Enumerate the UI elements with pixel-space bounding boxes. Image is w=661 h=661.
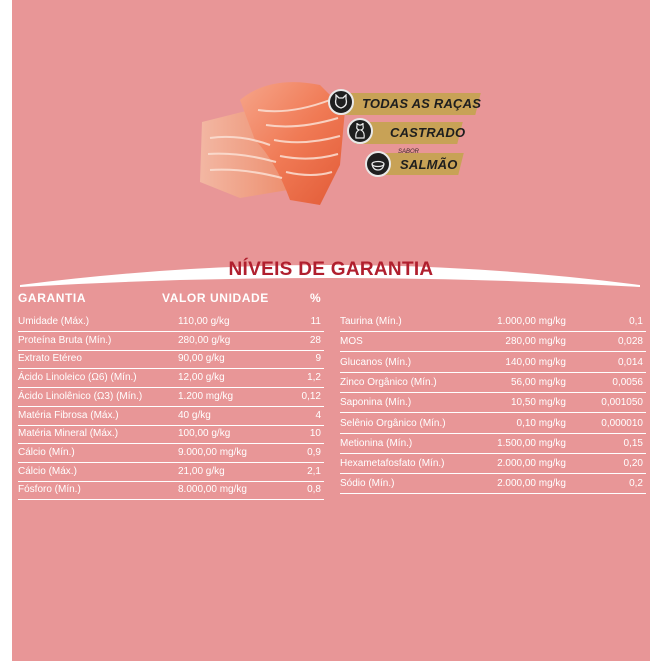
table-row: [340, 475, 646, 494]
nutrient-percent: 1,2: [307, 372, 321, 384]
table-row: [18, 332, 324, 351]
nutrient-value: 100,00 g/kg: [178, 428, 231, 440]
nutrient-name: Zinco Orgânico (Mín.): [340, 376, 437, 388]
nutrient-name: MOS: [340, 336, 363, 348]
table-row: [340, 455, 646, 474]
cat-sitting-icon: [347, 118, 373, 144]
nutrient-percent: 0,0056: [612, 376, 643, 388]
table-row: [340, 415, 646, 434]
nutrient-percent: 11: [310, 316, 321, 327]
nutrient-percent: 0,2: [629, 478, 643, 490]
badge-castrated-label: CASTRADO: [390, 125, 466, 140]
food-bowl-icon: [365, 151, 391, 177]
nutrient-percent: 0,1: [629, 316, 643, 327]
nutrient-name: Matéria Fibrosa (Máx.): [18, 409, 119, 421]
nutrient-percent: 28: [309, 334, 321, 346]
table-row: [340, 374, 646, 393]
header-percent: %: [310, 291, 322, 305]
nutrient-name: Sódio (Mín.): [340, 478, 395, 490]
nutrient-name: Fósforo (Mín.): [18, 484, 81, 496]
nutrient-percent: 0,20: [623, 458, 643, 470]
table-row: [18, 369, 324, 388]
nutrient-name: Selênio Orgânico (Mín.): [340, 417, 446, 429]
nutrient-value: 90,00 g/kg: [178, 353, 225, 365]
nutrient-value: 21,00 g/kg: [178, 465, 225, 477]
nutrient-name: Metionina (Mín.): [340, 437, 413, 449]
nutrient-value: 40 g/kg: [178, 409, 211, 421]
table-row: [340, 394, 646, 413]
table-row: [18, 407, 324, 426]
nutrient-value: 1.500,00 mg/kg: [497, 437, 566, 449]
nutrient-value: 1.000,00 mg/kg: [497, 316, 566, 327]
table-row: [18, 313, 324, 332]
table-row: [18, 388, 324, 407]
badge-all-breeds-label: TODAS AS RAÇAS: [362, 96, 482, 111]
table-row: [340, 354, 646, 373]
table-row: [340, 313, 646, 332]
nutrient-value: 280,00 g/kg: [178, 334, 231, 346]
nutrient-percent: 10: [309, 428, 321, 440]
nutrient-percent: 0,15: [623, 437, 643, 449]
table-row: [18, 444, 324, 463]
nutrient-value: 8.000,00 mg/kg: [178, 484, 247, 496]
nutrient-value: 2.000,00 mg/kg: [497, 458, 566, 470]
nutrient-percent: 2,1: [307, 465, 321, 477]
nutrient-name: Ácido Linolênico (Ω3) (Mín.): [18, 390, 143, 402]
nutrient-name: Saponina (Mín.): [340, 397, 412, 409]
header-valor-unidade: VALOR UNIDADE: [162, 291, 269, 305]
nutrient-value: 9.000,00 mg/kg: [178, 446, 247, 458]
nutrient-name: Ácido Linoleico (Ω6) (Mín.): [18, 372, 137, 384]
nutrient-name: Cálcio (Máx.): [18, 465, 77, 477]
nutrient-value: 56,00 mg/kg: [510, 376, 566, 388]
nutrient-name: Cálcio (Mín.): [18, 446, 75, 458]
badge-flavor-label: SALMÃO: [400, 157, 458, 172]
nutrient-value: 0,10 mg/kg: [516, 417, 566, 429]
nutrient-name: Matéria Mineral (Máx.): [18, 428, 119, 440]
nutrient-percent: 0,001050: [601, 397, 643, 409]
nutrient-value: 140,00 mg/kg: [505, 356, 566, 368]
table-row: [340, 333, 646, 352]
table-row: [340, 435, 646, 454]
nutrient-name: Hexametafosfato (Mín.): [340, 458, 445, 470]
nutrient-name: Glucanos (Mín.): [340, 356, 412, 368]
nutrient-percent: 0,014: [617, 356, 643, 368]
nutrient-value: 12,00 g/kg: [178, 372, 225, 384]
nutrient-percent: 9: [315, 353, 321, 365]
product-panel: [12, 0, 650, 661]
nutrient-value: 2.000,00 mg/kg: [497, 478, 566, 490]
nutrient-value: 1.200 mg/kg: [178, 390, 234, 402]
nutrient-percent: 0,9: [307, 446, 321, 458]
table-row: [18, 425, 324, 444]
nutrient-percent: 4: [315, 409, 321, 421]
table-row: [18, 463, 324, 482]
nutrient-percent: 0,000010: [601, 417, 643, 429]
badge-flavor-sub: SABOR: [398, 149, 420, 155]
table-row: [18, 481, 324, 500]
header-garantia: GARANTIA: [18, 291, 87, 305]
nutrient-name: Extrato Etéreo: [18, 353, 82, 365]
nutrient-name: Taurina (Mín.): [340, 316, 402, 327]
nutrient-percent: 0,8: [307, 484, 321, 496]
page-title: NÍVEIS DE GARANTIA: [228, 259, 434, 280]
salmon-fillet-image: [180, 70, 350, 215]
nutrient-percent: 0,12: [301, 390, 321, 402]
nutrient-name: Umidade (Máx.): [18, 316, 90, 327]
nutrient-value: 280,00 mg/kg: [505, 336, 566, 348]
nutrient-percent: 0,028: [617, 336, 643, 348]
nutrient-value: 110,00 g/kg: [178, 316, 230, 327]
nutrient-name: Proteína Bruta (Mín.): [18, 334, 112, 346]
table-row: [18, 350, 324, 369]
nutrient-value: 10,50 mg/kg: [510, 397, 566, 409]
cat-face-icon: [328, 89, 354, 115]
